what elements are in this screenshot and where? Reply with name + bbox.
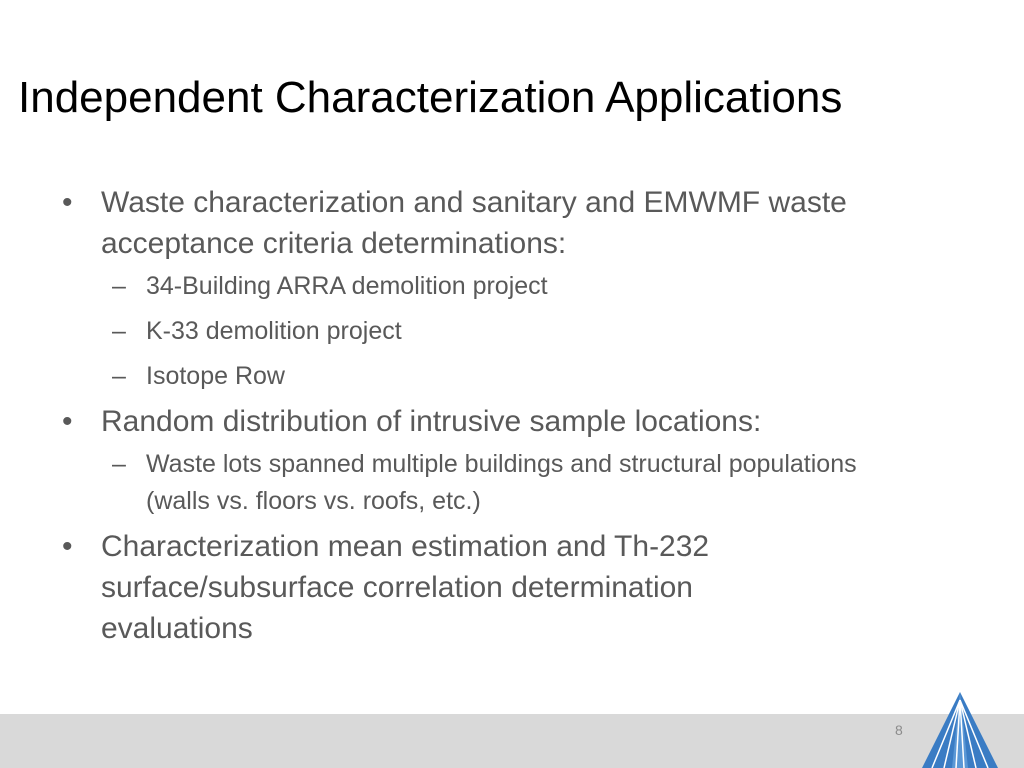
sub-bullet-item [62,358,912,395]
sub-bullet-item [62,313,912,350]
sub-bullet-marker: – [112,317,126,345]
bullet-text: Random distribution of intrusive sample locations: [101,405,762,438]
page-number: 8 [895,722,903,738]
bullet-item [62,401,912,442]
bullet-marker: • [62,530,73,563]
bullet-text: Characterization mean estimation and Th-232 surface/subsurface correlation determination evaluations [101,530,710,645]
sub-bullet-text: K-33 demolition project [146,317,402,345]
bullet-item [62,182,912,264]
bullet-marker: • [62,186,73,219]
triangle-logo-icon [920,690,1000,768]
bullet-marker: • [62,405,73,438]
sub-bullet-item [62,446,886,520]
sub-bullet-marker: – [112,272,126,300]
sub-bullet-text: Isotope Row [146,362,285,390]
bullet-item [62,526,821,649]
sub-bullet-text: 34-Building ARRA demolition project [146,272,548,300]
sub-bullet-marker: – [112,362,126,390]
sub-bullet-text: Waste lots spanned multiple buildings and structural populations (walls vs. floors vs. roofs, etc.) [146,450,857,515]
slide-title: Independent Characterization Applications [18,73,843,122]
bullet-list [62,182,912,649]
bullet-text: Waste characterization and sanitary and EMWMF waste acceptance criteria determinations: [101,186,847,260]
sub-bullet-marker: – [112,450,126,478]
footer-bar [0,714,1024,768]
sub-bullet-item [62,268,912,305]
